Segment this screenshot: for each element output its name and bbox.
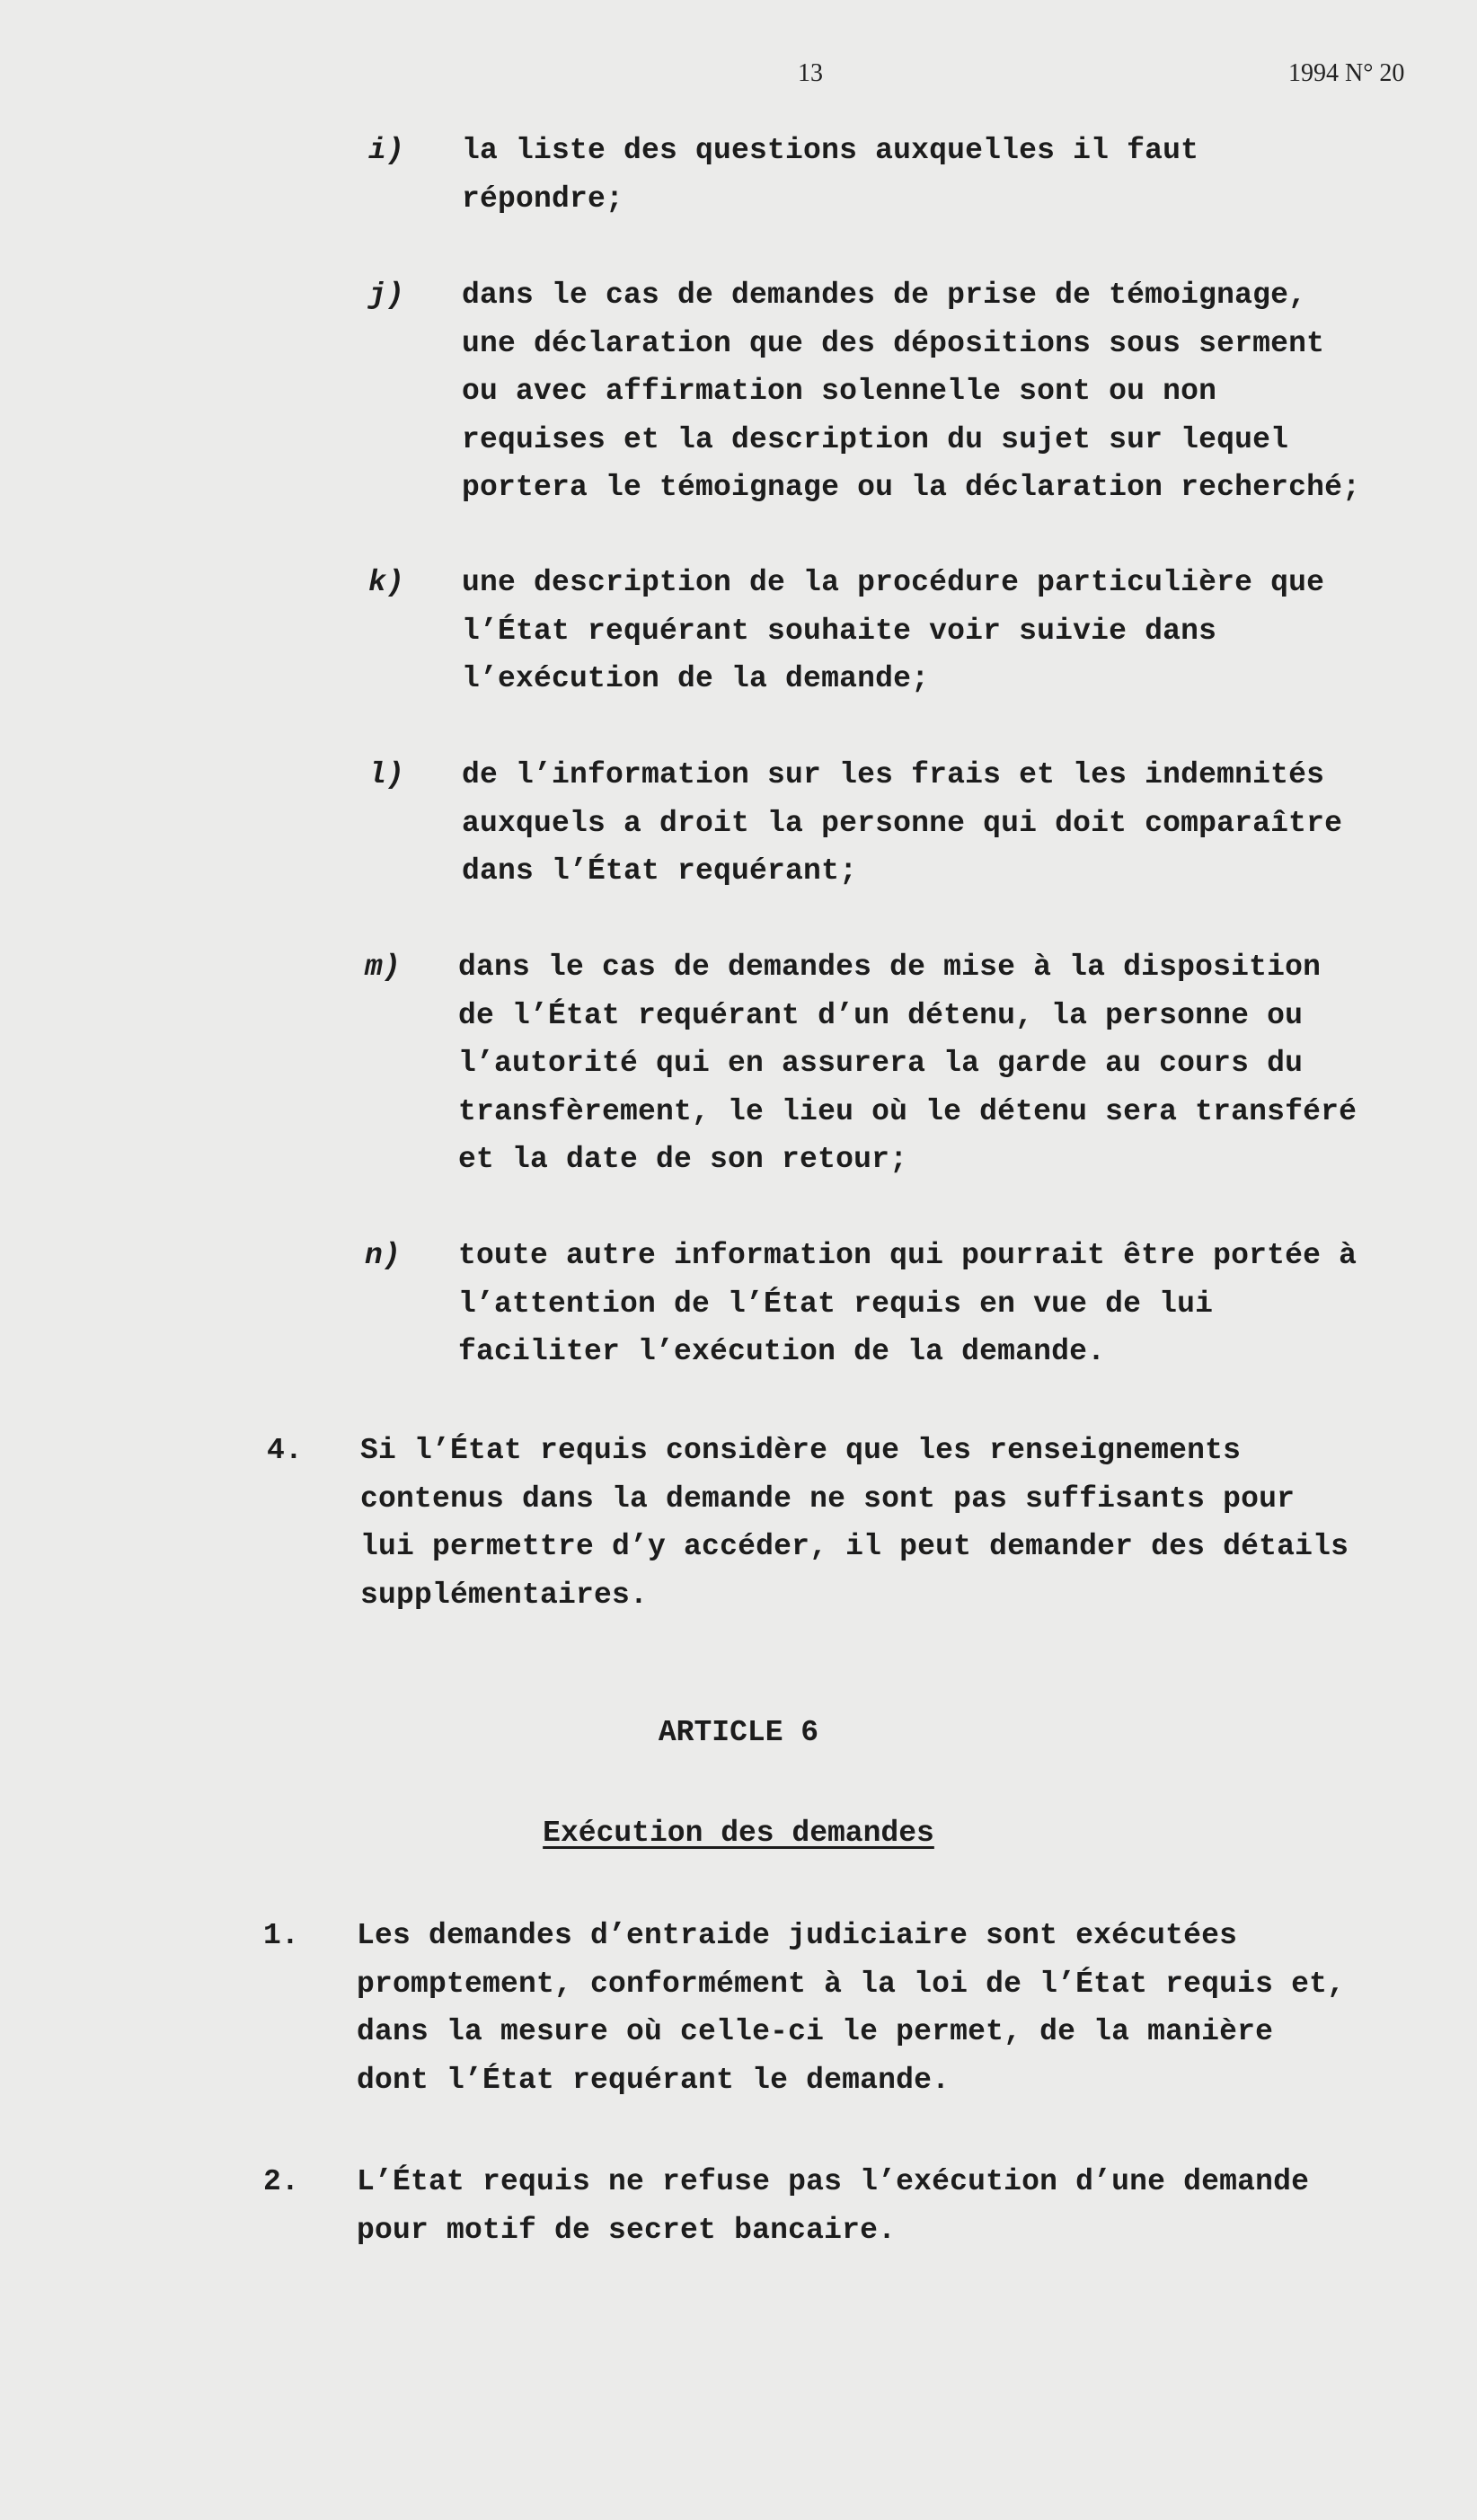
list-item-text: toute autre information qui pourrait être portée à l’attention de l’État requis en vue de lui faciliter l’exécution de la demande. [458,1239,1358,1368]
paragraph-number: 4. [267,1434,304,1467]
list-item-text: une description de la procédure particulière que l’État requérant souhaite voir suivie dans l’exécution de la demande; [462,566,1325,695]
list-item-marker: n) [365,1239,402,1272]
page-header [0,59,1477,95]
list-item-text: de l’information sur les frais et les indemnités auxquels a droit la personne qui doit comparaître dans l’État requérant; [462,758,1343,888]
list-item-marker: k) [368,566,405,599]
paragraph-text: L’État requis ne refuse pas l’exécution d’une demande pour motif de secret bancaire. [357,2165,1310,2247]
list-item-marker: j) [368,279,405,312]
article-heading: ARTICLE 6 [658,1716,819,1749]
page-number: 13 [798,59,823,87]
list-item-text: dans le cas de demandes de prise de témoignage, une déclaration que des dépositions sous serment ou avec affirmation solennelle sont ou non requises et la description du sujet sur lequel portera le témoignage ou la déclaration recherché; [462,279,1361,504]
article-title: Exécution des demandes [543,1817,934,1850]
list-item-marker: m) [365,951,402,984]
paragraph-number: 1. [263,1919,300,1952]
document-reference: 1994 N° 20 [1288,59,1405,87]
list-item-marker: i) [368,134,405,167]
paragraph-text: Les demandes d’entraide judiciaire sont exécutées promptement, conformément à la loi de l’État requis et, dans la mesure où celle-ci le permet, de la manière dont l’État requérant le demande. [357,1919,1346,2097]
paragraph-number: 2. [263,2165,300,2198]
paragraph-text: Si l’État requis considère que les renseignements contenus dans la demande ne sont pas suffisants pour lui permettre d’y accéder, il peut demander des détails supplémentaires. [360,1434,1349,1612]
list-item-text: dans le cas de demandes de mise à la disposition de l’État requérant d’un détenu, la personne ou l’autorité qui en assurera la garde au cours du transfèrement, le lieu où le détenu sera transféré et la date de son retour; [458,951,1358,1176]
list-item-text: la liste des questions auxquelles il faut répondre; [462,134,1199,216]
list-item-marker: l) [368,758,405,791]
